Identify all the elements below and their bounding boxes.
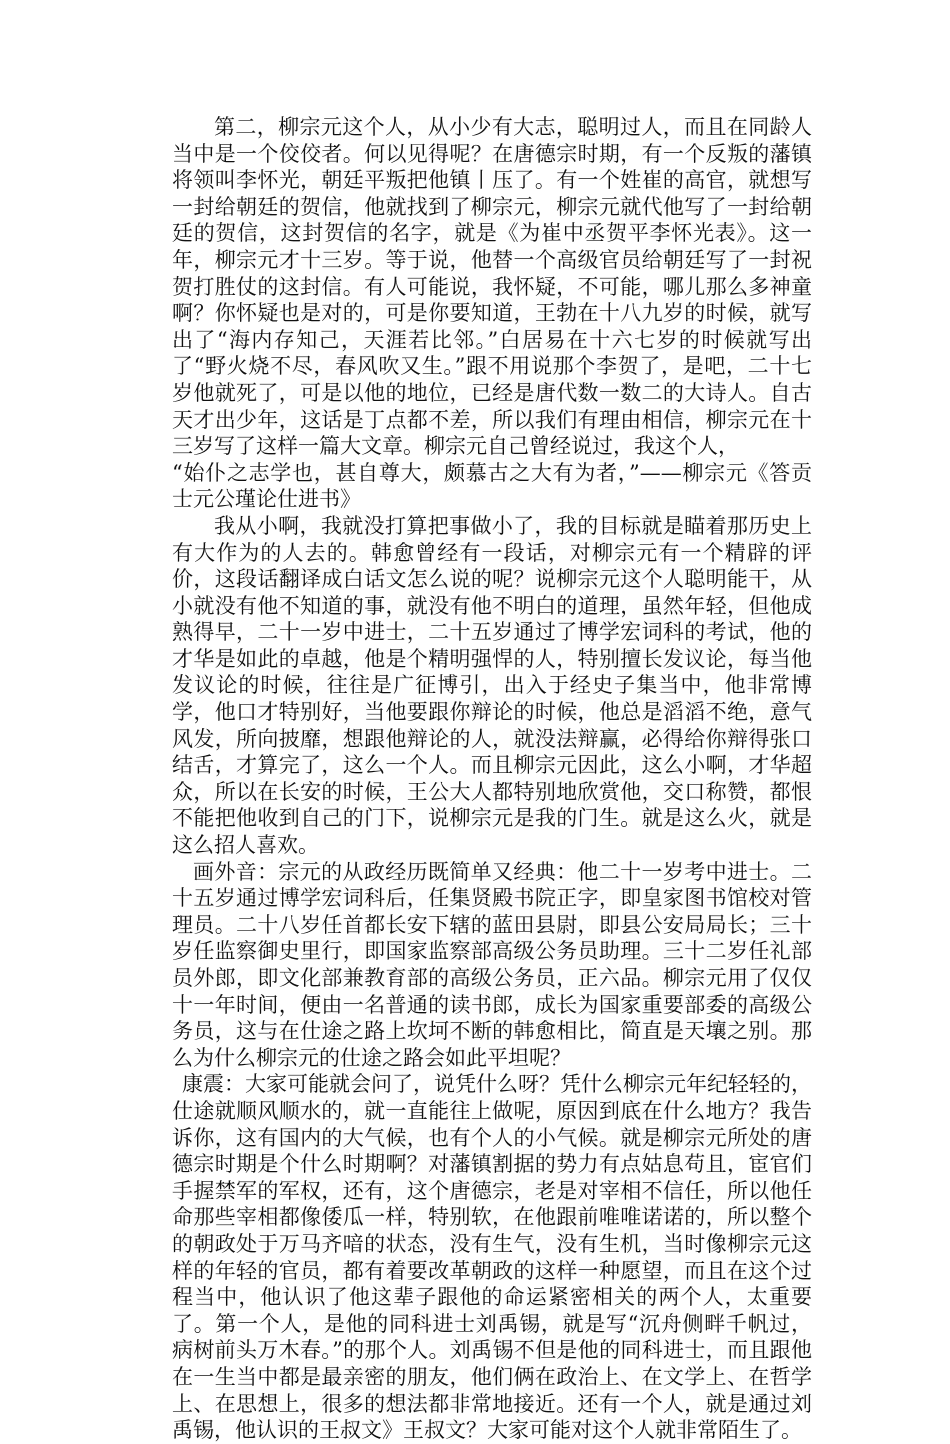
paragraph-kang-zhen: 康震：大家可能就会问了，说凭什么呀？凭什么柳宗元年纪轻轻的，仕途就顺风顺水的，就一直能往上做呢，原因到底在什么地方？我告诉你，这有国内的大气候，也有个人的小气候。就是柳宗元所处的唐德宗时期是个什么时期啊？对藩镇割据的势力有点姑息苟且，宦官们手握禁军的军权，还有，这个唐德宗，老是对宰相不信任，所以他任命那些宰相都像倭瓜一样，特别软，在他跟前唯唯诺诺的，所以整个的朝政处于万马齐喑的状态，没有生气，没有生机，当时像柳宗元这样的年轻的官员，都有着要改革朝政的这样一种愿望，而且在这个过程当中，他认识了他这辈子跟他的命运紧密相关的两个人，太重要了。第一个人，是他的同科进士刘禹锡，就是写“沉舟侧畔千帆过，病树前头万木春。”的那个人。刘禹锡不但是他的同科进士，而且跟他在一生当中都是最亲密的朋友，他们俩在政治上、在文学上、在哲学上、在思想上，很多的想法都非常地接近。还有一个人，就是通过刘禹锡，他认识的王叔文》王叔文？大家可能对这个人就非常陌生了。	[172, 1072, 812, 1443]
document-body	[172, 114, 812, 1444]
paragraph-childhood-talent: 第二，柳宗元这个人，从小少有大志，聪明过人，而且在同龄人当中是一个佼佼者。何以见得呢？在唐德宗时期，有一个反叛的藩镇将领叫李怀光，朝廷平叛把他镇丨压了。有一个姓崔的高官，就想写一封给朝廷的贺信，他就找到了柳宗元，柳宗元就代他写了一封给朝廷的贺信，这封贺信的名字，就是《为崔中丞贺平李怀光表》。这一年，柳宗元才十三岁。等于说，他替一个高级官员给朝廷写了一封祝贺打胜仗的这封信。有人可能说，我怀疑，不可能，哪儿那么多神童啊？你怀疑也是对的，可是你要知道，王勃在十八九岁的时候，就写出了“海内存知己，天涯若比邻。”白居易在十六七岁的时候就写出了“野火烧不尽，春风吹又生。”跟不用说那个李贺了，是吧，二十七岁他就死了，可是以他的地位，已经是唐代数一数二的大诗人。自古天才出少年，这话是丁点都不差，所以我们有理由相信，柳宗元在十三岁写了这样一篇大文章。柳宗元自己曾经说过，我这个人，	[172, 115, 812, 459]
paragraph-han-yu-evaluation: 我从小啊，我就没打算把事做小了，我的目标就是瞄着那历史上有大作为的人去的。韩愈曾经有一段话，对柳宗元有一个精辟的评价，这段话翻译成白话文怎么说的呢？说柳宗元这个人聪明能干，从小就没有他不知道的事，就没有他不明白的道理，虽然年轻，但他成熟得早，二十一岁中进士，二十五岁通过了博学宏词科的考试，他的才华是如此的卓越，他是个精明强悍的人，特别擅长发议论，每当他发议论的时候，往往是广征博引，出入于经史子集当中，他非常博学，他口才特别好，当他要跟你辩论的时候，他总是滔滔不绝，意气风发，所向披靡，想跟他辩论的人，就没法辩赢，必得给你辩得张口结舌，才算完了，这么一个人。而且柳宗元因此，这么小啊，才华超众，所以在长安的时候，王公大人都特别地欣赏他，交口称赞，都恨不能把他收到自己的门下，说柳宗元是我的门生。就是这么火，就是这么招人喜欢。	[172, 513, 812, 858]
paragraph-voice-over: 画外音：宗元的从政经历既简单又经典：他二十一岁考中进士。二十五岁通过博学宏词科后，任集贤殿书院正字，即皇家图书馆校对管理员。二十八岁任首都长安下辖的蓝田县尉，即县公安局局长；三十岁任监察御史里行，即国家监察部高级公务员助理。三十二岁任礼部员外郎，即文化部兼教育部的高级公务员，正六品。柳宗元用了仅仅十一年时间，便由一名普通的读书郎，成长为国家重要部委的高级公务员，这与在仕途之路上坎坷不断的韩愈相比，简直是天壤之别。那么为什么柳宗元的仕途之路会如此平坦呢？	[172, 859, 812, 1070]
quote-liu-zongyuan: “始仆之志学也，甚自尊大，颇慕古之大有为者，”——柳宗元《答贡士元公瑾论仕进书》	[172, 460, 812, 512]
